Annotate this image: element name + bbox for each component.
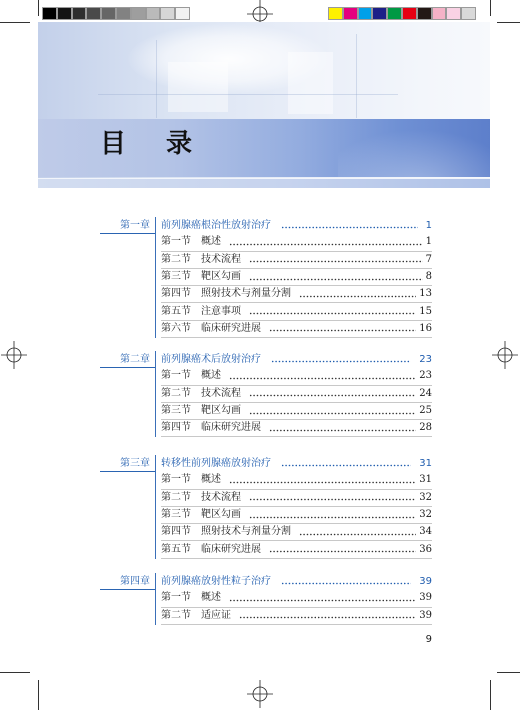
dot-leader: [229, 243, 423, 246]
toc-section-entry: [161, 234, 432, 251]
toc-chapter-entry: [161, 573, 432, 590]
color-swatch: [328, 7, 343, 20]
chapter-page-number: 1: [425, 219, 432, 231]
crop-mark: [38, 680, 39, 710]
section-page-number: 39: [419, 592, 432, 604]
section-title: 照射技术与剂量分割: [201, 288, 291, 300]
section-label: 第二节: [161, 253, 191, 265]
gray-swatch: [86, 7, 101, 20]
section-title: 概述: [201, 370, 221, 382]
color-swatch: [402, 7, 417, 20]
section-page-number: 15: [419, 305, 432, 317]
section-title: 靶区勾画: [201, 271, 241, 283]
section-page-number: 24: [419, 387, 432, 399]
toc-chapter-entry: [161, 217, 432, 234]
toc-section-entry: [161, 303, 432, 320]
banner-photo-detail: [168, 62, 228, 112]
section-page-number: 16: [419, 322, 432, 334]
gray-swatch: [131, 7, 146, 20]
section-title: 概述: [201, 474, 221, 486]
color-swatch: [372, 7, 387, 20]
toc-chapter-entry: [161, 351, 432, 368]
gray-swatch: [116, 7, 131, 20]
toc-section-entry: [161, 386, 432, 403]
section-page-number: 25: [419, 405, 432, 417]
toc-section-entry: [161, 321, 432, 338]
crop-mark: [0, 22, 30, 23]
toc-section-entry: [161, 403, 432, 420]
section-page-number: 23: [419, 370, 432, 382]
chapter-block: [100, 217, 432, 338]
chapter-title: 前列腺癌术后放射治疗: [161, 353, 261, 365]
chapter-title: 转移性前列腺癌放射治疗: [161, 457, 271, 469]
chapter-entries: [155, 573, 432, 625]
toc-section-entry: [161, 269, 432, 286]
crop-mark: [0, 672, 30, 673]
section-title: 靶区勾画: [201, 509, 241, 521]
color-swatch: [461, 7, 476, 20]
dot-leader: [239, 616, 416, 619]
chapter-title: 前列腺癌放射性粒子治疗: [161, 575, 271, 587]
section-page-number: 7: [425, 253, 432, 265]
section-page-number: 13: [419, 288, 432, 300]
page-number: 9: [425, 634, 432, 645]
section-label: 第二节: [161, 491, 191, 503]
header-banner: [38, 22, 490, 188]
section-title: 注意事项: [201, 305, 241, 317]
crop-mark: [497, 22, 520, 23]
section-label: 第一节: [161, 370, 191, 382]
section-label: 第六节: [161, 322, 191, 334]
section-title: 技术流程: [201, 387, 241, 399]
gray-swatch: [57, 7, 72, 20]
registration-mark-icon: [0, 341, 28, 369]
banner-photo-detail: [356, 34, 357, 118]
chapter-block: [100, 455, 432, 559]
toc-section-entry: [161, 541, 432, 558]
color-swatch: [417, 7, 432, 20]
color-swatch: [358, 7, 373, 20]
toc-section-entry: [161, 524, 432, 541]
section-label: 第五节: [161, 305, 191, 317]
chapter-block: [100, 351, 432, 437]
dot-leader: [269, 329, 416, 332]
gray-swatch: [146, 7, 161, 20]
section-title: 临床研究进展: [201, 422, 261, 434]
section-label: 第四节: [161, 288, 191, 300]
crop-mark: [490, 0, 491, 16]
color-swatch: [432, 7, 447, 20]
dot-leader: [249, 394, 416, 397]
section-label: 第四节: [161, 526, 191, 538]
dot-leader: [229, 377, 416, 380]
section-label: 第三节: [161, 509, 191, 521]
chapter-title: 前列腺癌根治性放射治疗: [161, 219, 271, 231]
section-title: 技术流程: [201, 491, 241, 503]
gray-swatch: [101, 7, 116, 20]
color-swatch: [343, 7, 358, 20]
section-page-number: 8: [425, 271, 432, 283]
section-label: 第二节: [161, 609, 191, 621]
section-title: 概述: [201, 236, 221, 248]
chapter-block: [100, 573, 432, 625]
banner-photo-detail: [98, 94, 398, 95]
gray-swatch: [72, 7, 87, 20]
title-band-swoosh: [338, 119, 490, 177]
section-title: 概述: [201, 592, 221, 604]
section-label: 第一节: [161, 474, 191, 486]
dot-leader: [249, 516, 416, 519]
section-page-number: 32: [419, 491, 432, 503]
chapter-page-number: 23: [419, 353, 432, 365]
dot-leader: [281, 582, 411, 585]
section-title: 靶区勾画: [201, 405, 241, 417]
chapter-entries: [155, 455, 432, 559]
toc-section-entry: [161, 590, 432, 607]
dot-leader: [271, 360, 411, 363]
dot-leader: [229, 599, 416, 602]
dot-leader: [299, 533, 416, 536]
chapter-entries: [155, 351, 432, 437]
dot-leader: [269, 550, 416, 553]
section-title: 照射技术与剂量分割: [201, 526, 291, 538]
section-title: 适应证: [201, 609, 231, 621]
crop-mark: [38, 0, 39, 16]
dot-leader: [249, 260, 423, 263]
toc-section-entry: [161, 286, 432, 303]
toc-section-entry: [161, 507, 432, 524]
section-page-number: 28: [419, 422, 432, 434]
banner-bottom-strip: [38, 178, 490, 188]
section-label: 第二节: [161, 387, 191, 399]
chapter-label: 第一章: [100, 217, 155, 234]
dot-leader: [269, 429, 416, 432]
dot-leader: [249, 498, 416, 501]
section-page-number: 31: [419, 474, 432, 486]
section-page-number: 34: [419, 526, 432, 538]
section-page-number: 32: [419, 509, 432, 521]
gray-swatch: [160, 7, 175, 20]
section-title: 临床研究进展: [201, 543, 261, 555]
dot-leader: [281, 464, 411, 467]
color-swatch: [387, 7, 402, 20]
section-title: 技术流程: [201, 253, 241, 265]
color-control-bar: [328, 7, 476, 20]
section-page-number: 39: [419, 609, 432, 621]
section-label: 第一节: [161, 236, 191, 248]
dot-leader: [229, 481, 416, 484]
banner-photo-detail: [288, 52, 333, 114]
section-label: 第一节: [161, 592, 191, 604]
toc-section-entry: [161, 420, 432, 437]
section-title: 临床研究进展: [201, 322, 261, 334]
section-page-number: 36: [419, 543, 432, 555]
toc-section-entry: [161, 490, 432, 507]
crop-mark: [490, 680, 491, 710]
chapter-label: 第三章: [100, 455, 155, 472]
toc-chapter-entry: [161, 455, 432, 472]
dot-leader: [249, 412, 416, 415]
gray-swatch: [175, 7, 190, 20]
dot-leader: [249, 312, 416, 315]
crop-mark: [497, 672, 520, 673]
toc-section-entry: [161, 252, 432, 269]
dot-leader: [249, 278, 423, 281]
section-label: 第五节: [161, 543, 191, 555]
registration-mark-icon: [246, 680, 274, 708]
section-label: 第三节: [161, 405, 191, 417]
registration-mark-icon: [491, 341, 519, 369]
gray-scale-control-bar: [42, 7, 190, 20]
banner-photo-detail: [156, 40, 157, 118]
chapter-label: 第二章: [100, 351, 155, 368]
dot-leader: [281, 226, 418, 229]
section-page-number: 1: [425, 236, 432, 248]
section-label: 第三节: [161, 271, 191, 283]
chapter-page-number: 31: [419, 457, 432, 469]
color-swatch: [446, 7, 461, 20]
section-label: 第四节: [161, 422, 191, 434]
gray-swatch: [42, 7, 57, 20]
dot-leader: [299, 295, 416, 298]
toc-section-entry: [161, 368, 432, 385]
toc-section-entry: [161, 608, 432, 625]
toc-section-entry: [161, 472, 432, 489]
page-title: 目录: [100, 129, 233, 159]
chapter-label: 第四章: [100, 573, 155, 590]
chapter-page-number: 39: [419, 575, 432, 587]
chapter-entries: [155, 217, 432, 338]
